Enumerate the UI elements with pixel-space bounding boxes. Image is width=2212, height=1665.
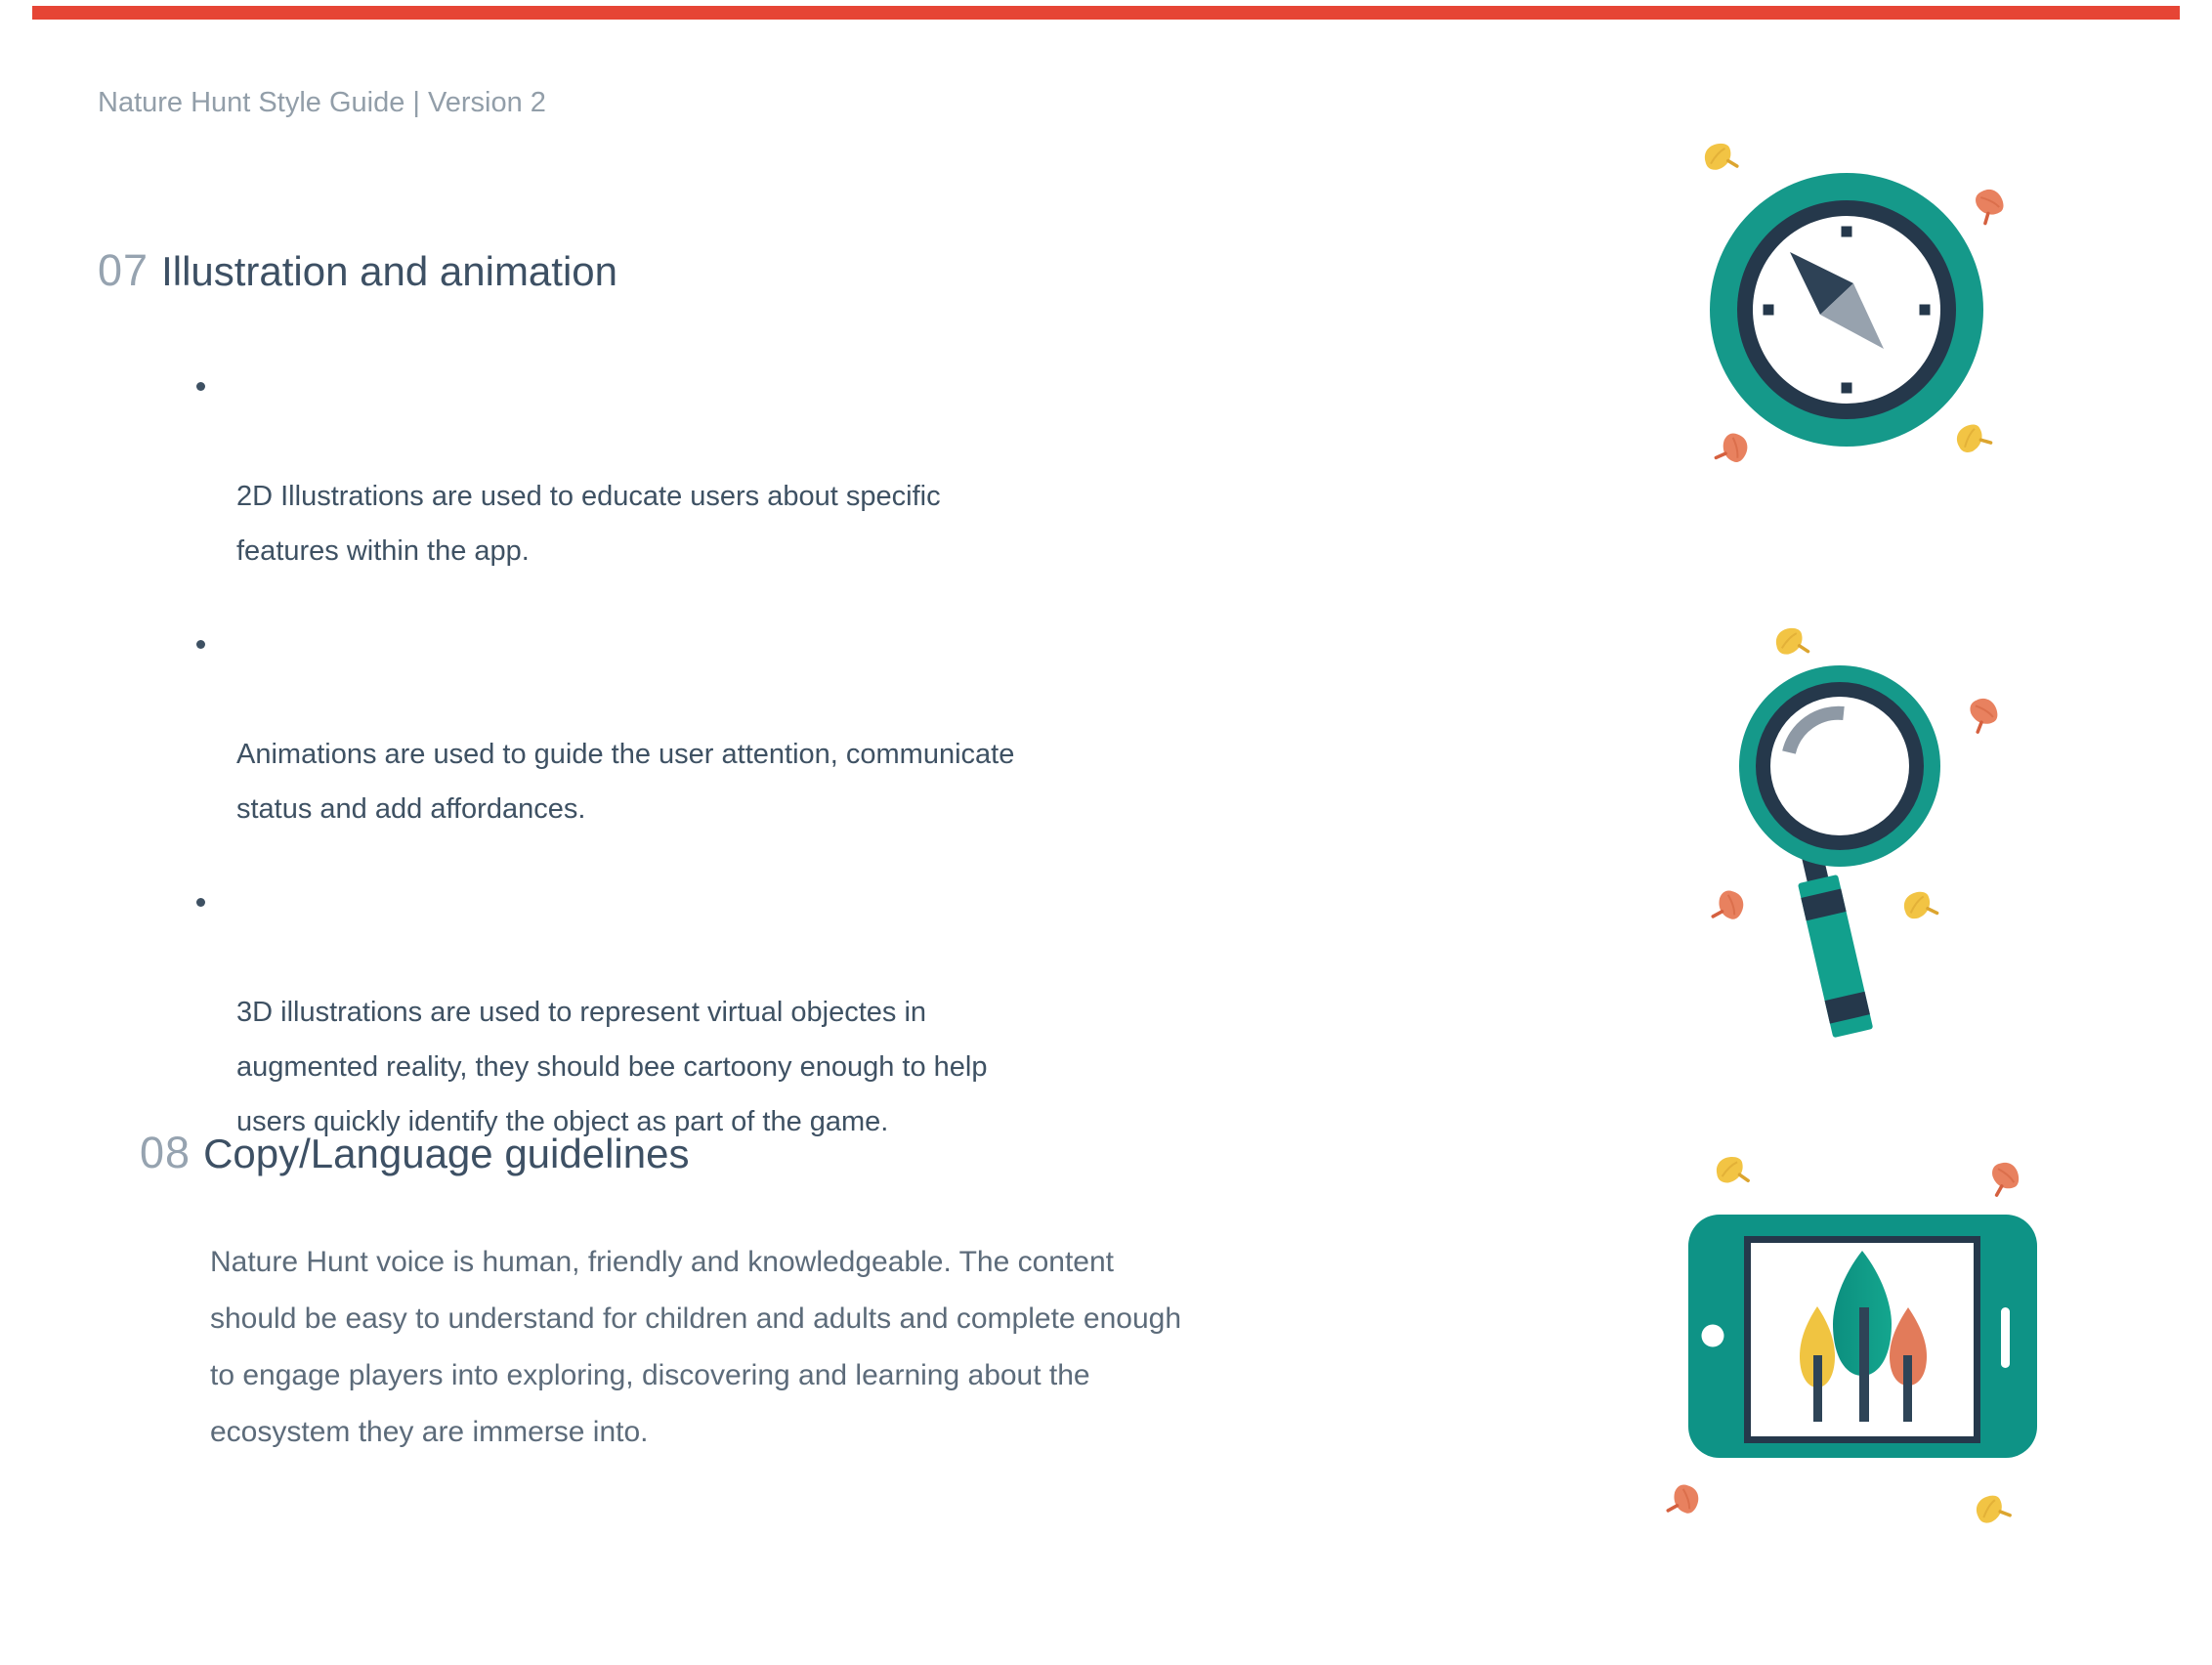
compass-icon xyxy=(1710,173,1983,447)
leaf-icon xyxy=(1703,141,1737,171)
bullet-item xyxy=(194,360,1211,578)
illustration-bullet-list xyxy=(194,360,1211,1188)
leaf-icon xyxy=(1713,888,1747,925)
copy-guidelines-paragraph: Nature Hunt voice is human, friendly and knowledgeable. The content should be easy to understand for children and adults and complete enough to engage players into exploring, discovering and learning about the ecosystem they are immerse into. xyxy=(210,1246,1182,1448)
leaf-icon xyxy=(1901,888,1937,920)
leaf-icon xyxy=(1774,626,1808,656)
tablet-illustration xyxy=(1651,1124,2071,1563)
section-number: 08 xyxy=(140,1128,191,1177)
bullet-dot-icon xyxy=(196,382,205,391)
leaf-icon xyxy=(1716,1155,1749,1183)
bullet-dot-icon xyxy=(196,640,205,649)
document-header: Nature Hunt Style Guide | Version 2 xyxy=(98,87,546,118)
leaf-icon xyxy=(1716,430,1752,468)
leaf-icon xyxy=(1973,1491,2010,1525)
magnifying-glass-icon xyxy=(1739,665,1940,1038)
bullet-item xyxy=(194,875,1211,1149)
section-title: Illustration and animation xyxy=(161,248,618,294)
section-title: Copy/Language guidelines xyxy=(203,1131,690,1176)
bullet-item xyxy=(194,618,1211,836)
leaf-icon xyxy=(1968,695,2002,732)
section-08-heading xyxy=(140,1128,689,1178)
tablet-home-button xyxy=(1702,1325,1724,1347)
bullet-text: Animations are used to guide the user attention, communicate status and add affordances. xyxy=(236,739,1015,825)
leaf-icon xyxy=(1990,1160,2021,1195)
compass-illustration xyxy=(1651,117,2062,508)
bullet-text: 2D Illustrations are used to educate users about specific features within the app. xyxy=(236,481,941,567)
magnifier-illustration xyxy=(1651,586,2062,1075)
top-accent-bar xyxy=(32,6,2180,20)
section-number: 07 xyxy=(98,245,149,295)
leaf-icon xyxy=(1952,420,1990,456)
leaf-icon xyxy=(1668,1482,1702,1519)
bullet-text: 3D illustrations are used to represent virtual objectes in augmented reality, they should bee cartoony enough to help users quickly identify the object as part of the game. xyxy=(236,997,988,1137)
tablet-side-bar xyxy=(2001,1307,2010,1368)
leaf-icon xyxy=(1973,185,2009,223)
tablet-icon xyxy=(1688,1215,2037,1458)
section-07-heading xyxy=(98,245,617,296)
bullet-dot-icon xyxy=(196,898,205,907)
